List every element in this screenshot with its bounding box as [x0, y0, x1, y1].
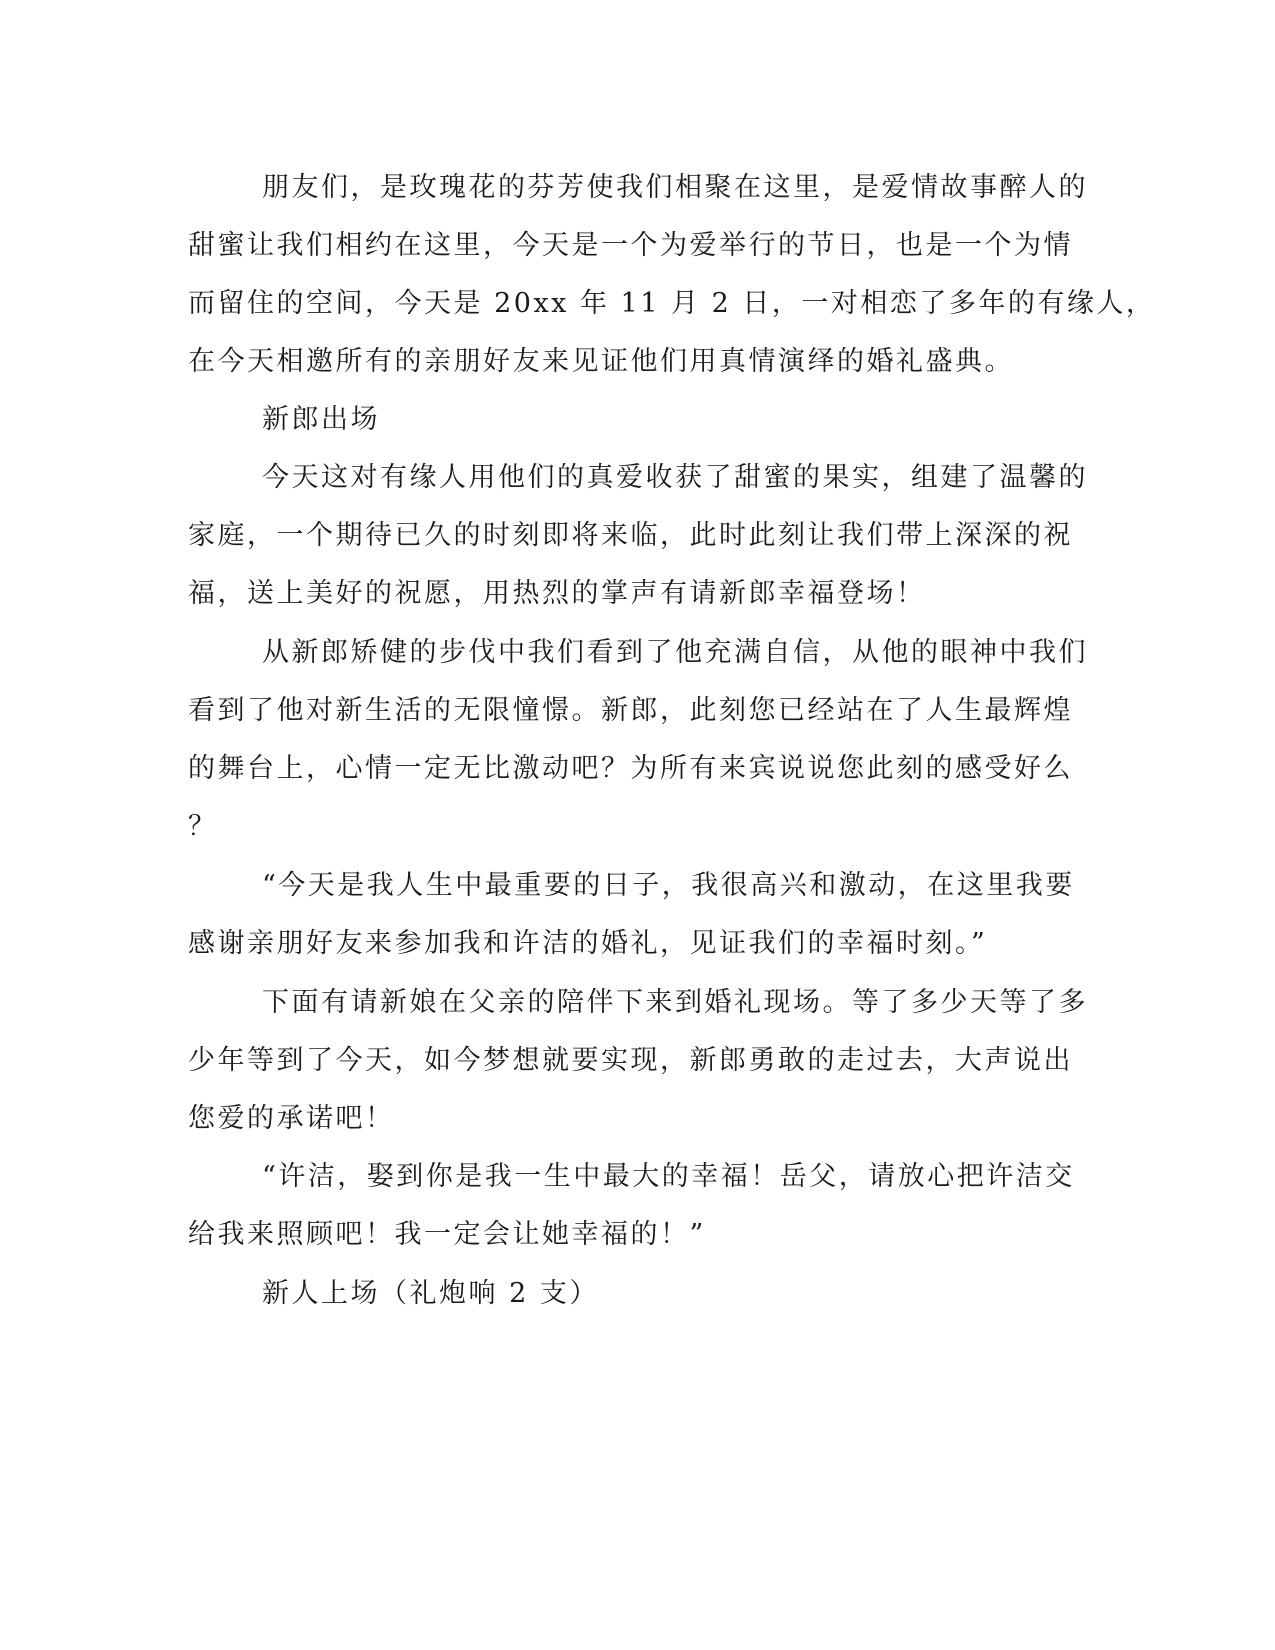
paragraph-bride-entrance-line-3: 您爱的承诺吧！ [188, 1103, 395, 1134]
paragraph-opening-line-3: 而留住的空间，今天是 20xx 年 11 月 2 日，一对相恋了多年的有缘人， [188, 288, 1156, 319]
quote-groom-line-2: 感谢亲朋好友来参加我和许洁的婚礼，见证我们的幸福时刻。” [188, 928, 988, 959]
paragraph-groom-walk-line-3: 的舞台上，心情一定无比激动吧？为所有来宾说说您此刻的感受好么 [188, 753, 1073, 784]
paragraph-bride-entrance-line-2: 少年等到了今天，如今梦想就要实现，新郎勇敢的走过去，大声说出 [188, 1045, 1073, 1076]
quote-groom-line-1: “今天是我人生中最重要的日子，我很高兴和激动，在这里我要 [262, 870, 1075, 901]
section-heading-couple-entrance: 新人上场（礼炮响 2 支） [262, 1278, 599, 1309]
paragraph-groom-walk-line-1: 从新郎矫健的步伐中我们看到了他充满自信，从他的眼神中我们 [262, 637, 1088, 668]
paragraph-groom-intro-line-2: 家庭，一个期待已久的时刻即将来临，此时此刻让我们带上深深的祝 [188, 520, 1073, 551]
paragraph-bride-entrance-line-1: 下面有请新娘在父亲的陪伴下来到婚礼现场。等了多少天等了多 [262, 987, 1088, 1018]
paragraph-opening-line-1: 朋友们，是玫瑰花的芬芳使我们相聚在这里，是爱情故事醉人的 [262, 172, 1088, 203]
paragraph-groom-intro-line-3: 福，送上美好的祝愿，用热烈的掌声有请新郎幸福登场！ [188, 578, 926, 609]
paragraph-groom-intro-line-1: 今天这对有缘人用他们的真爱收获了甜蜜的果实，组建了温馨的 [262, 462, 1088, 493]
quote-vow-line-1: “许洁，娶到你是我一生中最大的幸福！岳父，请放心把许洁交 [262, 1161, 1075, 1192]
paragraph-opening-line-4: 在今天相邀所有的亲朋好友来见证他们用真情演绎的婚礼盛典。 [188, 346, 1014, 377]
section-heading-groom-entrance: 新郎出场 [262, 404, 380, 435]
paragraph-groom-walk-line-2: 看到了他对新生活的无限憧憬。新郎，此刻您已经站在了人生最辉煌 [188, 695, 1073, 726]
paragraph-groom-walk-line-4: ？ [188, 811, 218, 842]
paragraph-opening-line-2: 甜蜜让我们相约在这里，今天是一个为爱举行的节日，也是一个为情 [188, 230, 1073, 261]
quote-vow-line-2: 给我来照顾吧！我一定会让她幸福的！” [188, 1219, 706, 1250]
